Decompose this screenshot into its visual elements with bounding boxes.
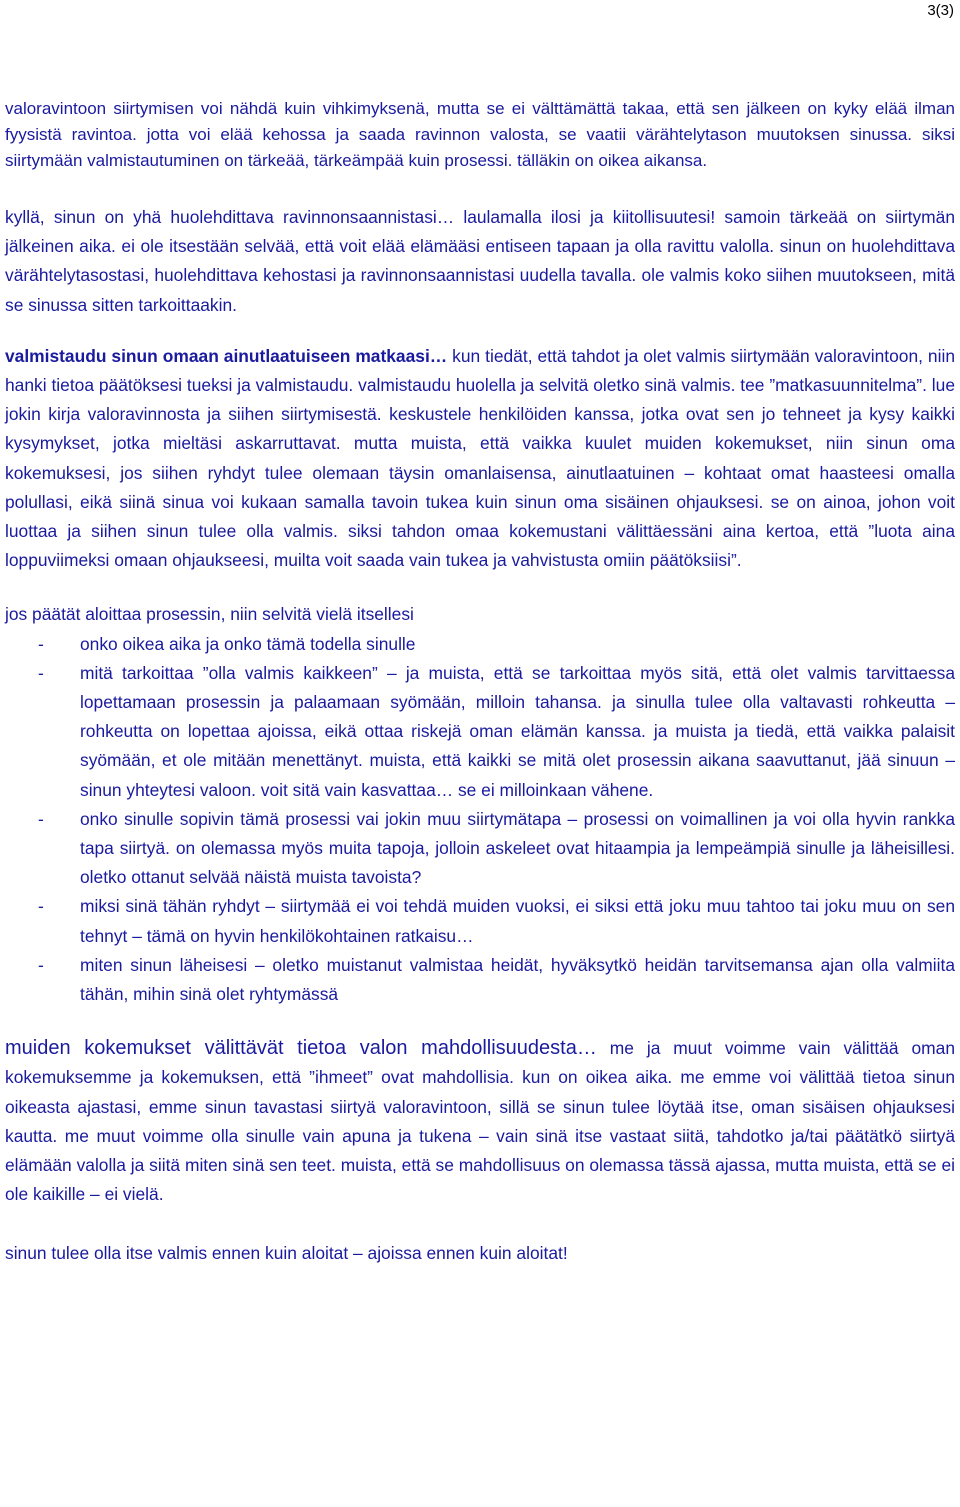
list-item-text: onko oikea aika ja onko tämä todella sinulle [80,633,416,654]
list-intro: jos päätät aloittaa prosessin, niin selvitä vielä itsellesi [5,604,414,625]
paragraph-experiences-body: me ja muut voimme vain välittää oman kokemuksemme ja kokemuksen, että ”ihmeet” ovat mahdollisia. kun on oikea aika. me emme voi välittää tietoa sinun oikeasta ajastasi, emme sinun tavastasi siirtyä valoravintoon, sillä se sinun tulee löytää itse, oman sisäisen ohjauksesi kautta. me muut voimme olla sinulle vain apuna ja tukena – vain sinä itse vastaat siitä, tahdotko ja/tai päätätkö siirtyä elämään valolla ja siitä miten sinä sen teet. muista, että se mahdollisuus on olemassa tässä ajassa, mutta muista, että se ei ole kaikille – ei vielä. [5,1038,956,1205]
list-item [5,805,955,893]
list-item [5,659,955,805]
paragraph-prepare [5,342,955,576]
paragraph-prepare-heading: valmistaudu sinun omaan ainutlaatuiseen matkaasi… [5,345,448,366]
list-dash: - [38,896,44,917]
list-dash: - [38,954,44,975]
paragraph-experiences [5,1034,955,1209]
paragraph-experiences-heading: muiden kokemukset välittävät tietoa valon mahdollisuudesta… [5,1037,597,1060]
paragraph-intro: valoravintoon siirtymisen voi nähdä kuin vihkimyksenä, mutta se ei välttämättä takaa, että sen jälkeen on kyky elää ilman fyysistä ravintoa. jotta voi elää kehossa ja saada ravinnon valosta, se vaatii värähtelytason muutoksen sinussa. siksi siirtymään valmistautuminen on tärkeää, tärkeämpää kuin prosessi. tälläkin on oikea aikansa. [5,99,955,170]
page-number: 3(3) [927,2,954,19]
list-dash: - [38,808,44,829]
list-item [5,630,955,659]
list-dash: - [38,662,44,683]
question-list [5,630,955,1010]
list-item [5,892,955,950]
list-dash: - [38,633,44,654]
document-body [5,96,955,1268]
paragraph-closing: sinun tulee olla itse valmis ennen kuin aloitat – ajoissa ennen kuin aloitat! [5,1242,568,1263]
list-item-text: onko sinulle sopivin tämä prosessi vai jokin muu siirtymätapa – prosessi on voimallinen ja voi olla hyvin rankka tapa siirtyä. on olemassa myös muita tapoja, jolloin askeleet ovat hitaampia ja lempeämpiä sinulle ja läheisillesi. oletko ottanut selvää näistä muista tavoista? [80,808,955,888]
list-item-text: miksi sinä tähän ryhdyt – siirtymää ei voi tehdä muiden vuoksi, ei siksi että joku muu tahtoo tai joku muu on sen tehnyt – tämä on hyvin henkilökohtainen ratkaisu… [80,896,955,946]
list-item-text: mitä tarkoittaa ”olla valmis kaikkeen” – ja muista, että se tarkoittaa myös sitä, että olet valmis tarvittaessa lopettamaan prosessin ja palaamaan syömään, milloin tahansa. ja sinulla tulee olla valtavasti rohkeutta – rohkeutta on lopettaa ajoissa, eikä ottaa riskejä oman elämän kanssa. ja muista ja tiedä, että vaikka palaisit syömään, et ole mitään menettänyt. muista, että kaikki se mitä olet prosessin aikana saavuttanut, jää sinuun – sinun yhteytesi valoon. voit sitä vain kasvattaa… se ei milloinkaan vähene. [80,662,955,800]
list-item-text: miten sinun läheisesi – oletko muistanut valmistaa heidät, hyväksytkö heidän tarvitsemansa ajan olla valmiita tähän, mihin sinä olet ryhtymässä [80,954,955,1005]
paragraph-prepare-body: kun tiedät, että tahdot ja olet valmis siirtymään valoravintoon, niin hanki tietoa päätöksesi tueksi ja valmistaudu. valmistaudu huolella ja selvitä oletko sinä valmis. tee ”matkasuunnitelma”. lue jokin kirja valoravinnosta ja siihen siirtymisestä. keskustele henkilöiden kanssa, jotka ovat sen jo tehneet ja kysy kaikki kysymykset, jotka mieltäsi askarruttavat. mutta muista, että vaikka kuulet muiden kokemukset, niin sinun oma kokemuksesi, jos siihen ryhdyt tulee olemaan täysin omanlaisensa, ainutlaatuinen – kohtaat omat haasteesi omalla polullasi, eikä siinä sinua voi kukaan samalla tavoin tukea kuin sinun oma sisäinen ohjauksesi. se on ainoa, johon voit luottaa ja siihen sinun tulee olla valmis. siksi tahdon omaa kokemustani välittäessäni aina kertoa, että ”luota aina loppuviimeksi omaan ohjaukseesi, muilta voit saada vain tukea ja vahvistusta omiin päätöksiisi”. [5,345,955,571]
list-item [5,951,955,1009]
paragraph-nourishment: kyllä, sinun on yhä huolehdittava ravinnonsaannistasi… laulamalla ilosi ja kiitollisuutesi! samoin tärkeää on siirtymän jälkeinen aika. ei ole itsestään selvää, että voit elää elämääsi entiseen tapaan ja olla ravittu valolla. sinun on huolehdittava värähtelytasostasi, huolehdittava kehostasi ja ravinnonsaannistasi uudella tavalla. ole valmis koko siihen muutokseen, mitä se sinussa sitten tarkoittaakin. [5,207,955,315]
